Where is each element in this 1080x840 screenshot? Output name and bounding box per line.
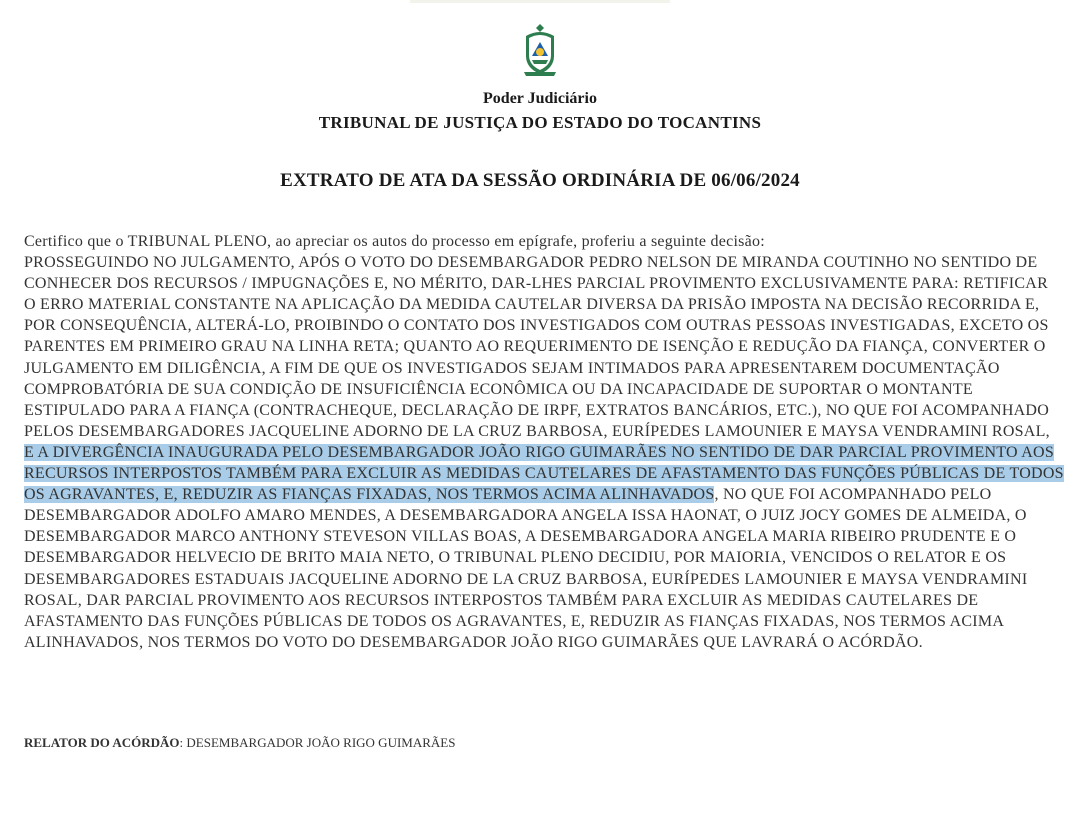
highlighted-text[interactable]: E A DIVERGÊNCIA INAUGURADA PELO DESEMBARGADOR JOÃO RIGO GUIMARÃES NO SENTIDO DE DAR PARCIAL PROVIMENTO AOS RECURSOS INTERPOSTOS TAMBÉM PARA EXCLUIR AS MEDIDAS CAUTELARES DE AFASTAMENTO DAS FUNÇÕES PÚBLICAS DE TODOS OS AGRAVANTES, E, REDUZIR AS FIANÇAS FIXADAS, NOS TERMOS ACIMA ALINHAVADOS (24, 443, 1064, 504)
decision-text-part1: PROSSEGUINDO NO JULGAMENTO, APÓS O VOTO DO DESEMBARGADOR PEDRO NELSON DE MIRANDA COUTINHO NO SENTIDO DE CONHECER DOS RECURSOS / IMPUGNAÇÕES E, NO MÉRITO, DAR-LHES PARCIAL PROVIMENTO EXCLUSIVAMENTE PARA: RETIFICAR O ERRO MATERIAL CONSTANTE NA APLICAÇÃO DA MEDIDA CAUTELAR DIVERSA DA PRISÃO IMPOSTA NA DECISÃO RECORRIDA E, POR CONSEQUÊNCIA, ALTERÁ-LO, PROIBINDO O CONTATO DOS INVESTIGADOS COM OUTRAS PESSOAS INVESTIGADAS, EXCETO OS PARENTES EM PRIMEIRO GRAU NA LINHA RETA; QUANTO AO REQUERIMENTO DE ISENÇÃO E REDUÇÃO DA FIANÇA, CONVERTER O JULGAMENTO EM DILIGÊNCIA, A FIM DE QUE OS INVESTIGADOS SEJAM INTIMADOS PARA APRESENTAREM DOCUMENTAÇÃO COMPROBATÓRIA DE SUA CONDIÇÃO DE INSUFICIÊNCIA ECONÔMICA OU DA INCAPACIDADE DE SUPORTAR O MONTANTE ESTIPULADO PARA A FIANÇA (CONTRACHEQUE, DECLARAÇÃO DE IRPF, EXTRATOS BANCÁRIOS, ETC.), NO QUE FOI ACOMPANHADO PELOS DESEMBARGADORES JACQUELINE ADORNO DE LA CRUZ BARBOSA, EURÍPEDES LAMOUNIER E MAYSA VENDRAMINI ROSAL, (24, 254, 1050, 440)
decision-intro: Certifico que o TRIBUNAL PLENO, ao apreciar os autos do processo em epígrafe, proferiu a seguinte decisão: (24, 233, 765, 250)
header-court-name: TRIBUNAL DE JUSTIÇA DO ESTADO DO TOCANTINS (318, 113, 762, 132)
relator-line (24, 735, 455, 751)
coat-of-arms-icon (520, 22, 560, 78)
decision-body (24, 231, 1064, 653)
relator-label: RELATOR DO ACÓRDÃO (24, 735, 180, 750)
page-top-edge (410, 0, 670, 3)
relator-separator: : (179, 735, 187, 750)
decision-text-part2: , NO QUE FOI ACOMPANHADO PELO DESEMBARGADOR ADOLFO AMARO MENDES, A DESEMBARGADORA ANGELA ISSA HAONAT, O JUIZ JOCY GOMES DE ALMEIDA, O DESEMBARGADOR MARCO ANTHONY STEVESON VILLAS BOAS, A DESEMBARGADORA ANGELA MARIA RIBEIRO PRUDENTE E O DESEMBARGADOR HELVECIO DE BRITO MAIA NETO, O TRIBUNAL PLENO DECIDIU, POR MAIORIA, VENCIDOS O RELATOR E OS DESEMBARGADORES ESTADUAIS JACQUELINE ADORNO DE LA CRUZ BARBOSA, EURÍPEDES LAMOUNIER E MAYSA VENDRAMINI ROSAL, DAR PARCIAL PROVIMENTO AOS RECURSOS INTERPOSTOS TAMBÉM PARA EXCLUIR AS MEDIDAS CAUTELARES DE AFASTAMENTO DAS FUNÇÕES PÚBLICAS DE TODOS OS AGRAVANTES, E, REDUZIR AS FIANÇAS FIXADAS, NOS TERMOS ACIMA ALINHAVADOS, NOS TERMOS DO VOTO DO DESEMBARGADOR JOÃO RIGO GUIMARÃES QUE LAVRARÁ O ACÓRDÃO. (24, 486, 1028, 651)
relator-value: DESEMBARGADOR JOÃO RIGO GUIMARÃES (186, 735, 456, 750)
document-title: EXTRATO DE ATA DA SESSÃO ORDINÁRIA DE 06/06/2024 (280, 170, 800, 191)
header-institution: Poder Judiciário (483, 90, 597, 107)
